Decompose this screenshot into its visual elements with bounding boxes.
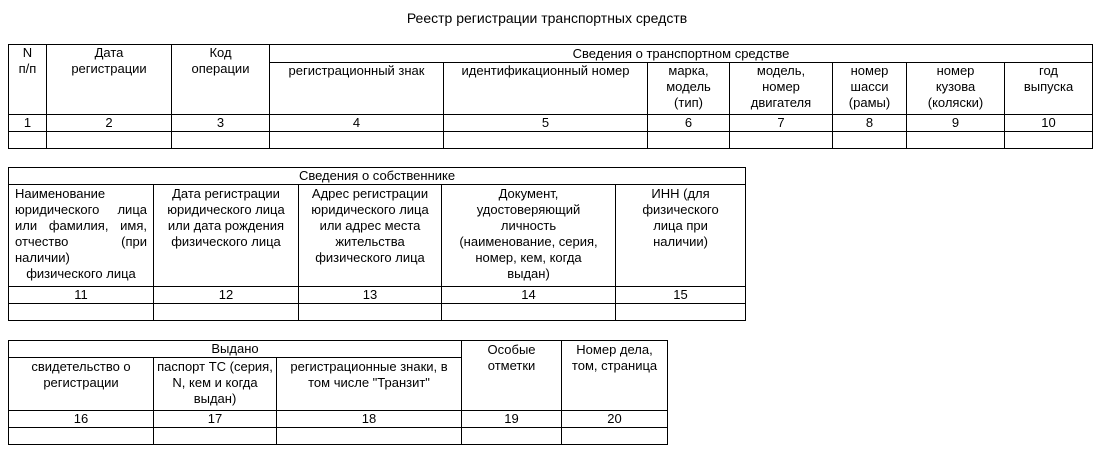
- empty-cell: [277, 428, 462, 445]
- col-number-5: 5: [444, 115, 648, 132]
- empty-cell: [9, 428, 154, 445]
- table-row: [9, 428, 668, 445]
- empty-cell: [616, 304, 746, 321]
- col-number-19: 19: [462, 411, 562, 428]
- col-number-15: 15: [616, 287, 746, 304]
- col-header-2: Дата регистрации: [47, 45, 172, 115]
- page-title: Реестр регистрации транспортных средств: [406, 10, 688, 26]
- col-number-14: 14: [442, 287, 616, 304]
- table-row: [9, 132, 1093, 149]
- empty-cell: [648, 132, 730, 149]
- col-header-3: Код операции: [172, 45, 270, 115]
- col-number-16: 16: [9, 411, 154, 428]
- col-header-19: Особые отметки: [462, 341, 562, 411]
- empty-cell: [1005, 132, 1093, 149]
- empty-cell: [442, 304, 616, 321]
- col-header-14: Документ, удостоверяющий личность (наименование, серия, номер, кем, когда выдан): [442, 185, 616, 287]
- col-header-12: Дата регистрации юридического лица или дата рождения физического лица: [154, 185, 299, 287]
- col-header-20: Номер дела, том, страница: [562, 341, 668, 411]
- empty-cell: [299, 304, 442, 321]
- col-header-18: регистрационные знаки, в том числе "Транзит": [277, 358, 462, 411]
- col-header-8: номер шасси (рамы): [833, 63, 907, 115]
- empty-cell: [9, 304, 154, 321]
- col-header-15: ИНН (для физического лица при наличии): [616, 185, 746, 287]
- col-number-4: 4: [270, 115, 444, 132]
- col-number-2: 2: [47, 115, 172, 132]
- col-header-7: модель, номер двигателя: [730, 63, 833, 115]
- empty-cell: [833, 132, 907, 149]
- col-header-13: Адрес регистрации юридического лица или адрес места жительства физического лица: [299, 185, 442, 287]
- empty-cell: [562, 428, 668, 445]
- col-number-12: 12: [154, 287, 299, 304]
- col-number-7: 7: [730, 115, 833, 132]
- empty-cell: [154, 428, 277, 445]
- empty-cell: [730, 132, 833, 149]
- empty-cell: [154, 304, 299, 321]
- empty-cell: [270, 132, 444, 149]
- col-number-11: 11: [9, 287, 154, 304]
- group-header-owner: Сведения о собственнике: [9, 168, 746, 185]
- col-number-17: 17: [154, 411, 277, 428]
- col-header-9: номер кузова (коляски): [907, 63, 1005, 115]
- empty-cell: [47, 132, 172, 149]
- empty-cell: [172, 132, 270, 149]
- col-header-1: N п/п: [9, 45, 47, 115]
- col-header-16: свидетельство о регистрации: [9, 358, 154, 411]
- group-header-issued: Выдано: [9, 341, 462, 358]
- col-header-10: год выпуска: [1005, 63, 1093, 115]
- col-number-13: 13: [299, 287, 442, 304]
- empty-cell: [444, 132, 648, 149]
- issued-info-table: [8, 340, 668, 445]
- col-number-3: 3: [172, 115, 270, 132]
- col-number-20: 20: [562, 411, 668, 428]
- col-number-6: 6: [648, 115, 730, 132]
- vehicle-info-table: [8, 44, 1093, 149]
- col-header-6: марка, модель (тип): [648, 63, 730, 115]
- col-header-5: идентификационный номер: [444, 63, 648, 115]
- table-row: [9, 304, 746, 321]
- empty-cell: [462, 428, 562, 445]
- empty-cell: [9, 132, 47, 149]
- col-number-8: 8: [833, 115, 907, 132]
- col-header-11: Наименование юридического лица или фамилия, имя, отчество (при наличии) физического лица: [9, 185, 154, 287]
- col-number-1: 1: [9, 115, 47, 132]
- col-number-9: 9: [907, 115, 1005, 132]
- col-number-18: 18: [277, 411, 462, 428]
- group-header-vehicle: Сведения о транспортном средстве: [270, 45, 1093, 63]
- col-header-17: паспорт ТС (серия, N, кем и когда выдан): [154, 358, 277, 411]
- col-number-10: 10: [1005, 115, 1093, 132]
- empty-cell: [907, 132, 1005, 149]
- owner-info-table: [8, 167, 746, 321]
- col-header-4: регистрационный знак: [270, 63, 444, 115]
